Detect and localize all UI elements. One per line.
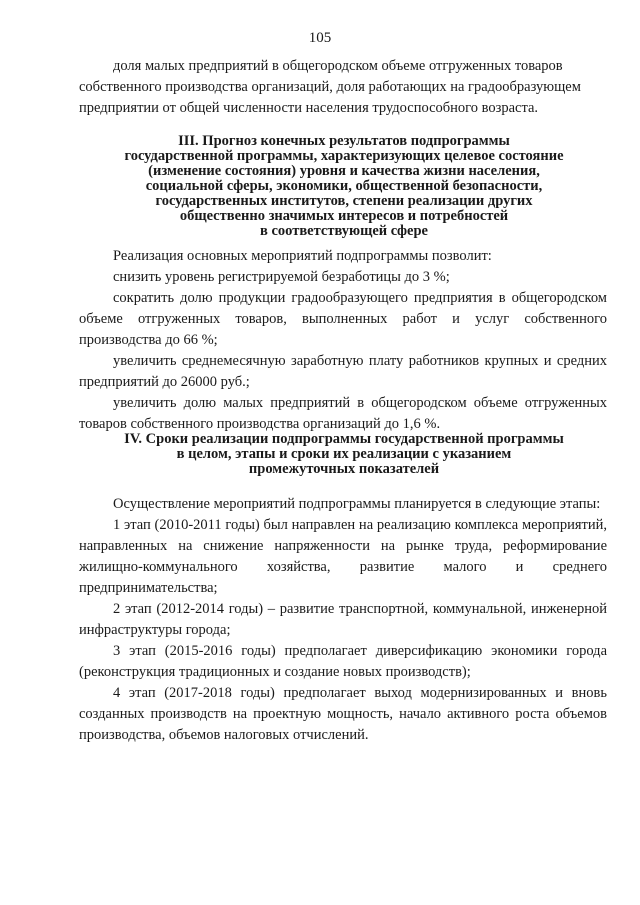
body-paragraph: сократить долю продукции градообразующего предприятия в общегородском объеме отгруженных товаров, выполненных работ и услуг собственного производства до 66 %; — [79, 290, 607, 348]
section-3-heading — [80, 134, 608, 239]
heading-line: IV. Сроки реализации подпрограммы государственной программы — [124, 431, 564, 447]
heading-line: в целом, этапы и сроки их реализации с указанием — [176, 446, 512, 462]
section-3-body — [79, 246, 607, 435]
heading-line: государственной программы, характеризующих целевое состояние — [124, 148, 564, 164]
body-paragraph: снизить уровень регистрируемой безработицы до 3 %; — [113, 269, 450, 285]
intro-line: предприятии от общей численности населения трудоспособного возраста. — [79, 100, 539, 116]
section-4-heading — [80, 432, 608, 477]
body-paragraph: 1 этап (2010-2011 годы) был направлен на реализацию комплекса мероприятий, направленных на снижение напряженности на рынке труда, реформирование жилищно-коммунального хозяйства, развитие малого и среднего предпринимательства; — [79, 517, 607, 596]
heading-line: в соответствующей сфере — [260, 223, 428, 239]
heading-line: социальной сферы, экономики, общественной безопасности, — [145, 178, 543, 194]
body-paragraph: увеличить долю малых предприятий в общегородском объеме отгруженных товаров собственного производства организаций до 1,6 %. — [79, 395, 607, 432]
heading-line: общественно значимых интересов и потребностей — [179, 208, 509, 224]
heading-line: (изменение состояния) уровня и качества жизни населения, — [148, 163, 540, 179]
heading-line: промежуточных показателей — [248, 461, 440, 477]
intro-paragraph — [79, 56, 607, 119]
body-paragraph: 2 этап (2012-2014 годы) – развитие транспортной, коммунальной, инженерной инфраструктуры города; — [79, 601, 607, 638]
body-paragraph: Реализация основных мероприятий подпрограммы позволит: — [113, 248, 492, 264]
heading-line: III. Прогноз конечных результатов подпрограммы — [178, 133, 510, 149]
body-paragraph: увеличить среднемесячную заработную плату работников крупных и средних предприятий до 26000 руб.; — [79, 353, 607, 390]
heading-line: государственных институтов, степени реализации других — [155, 193, 533, 209]
intro-line: собственного производства организаций, доля работающих на градообразующем — [79, 79, 581, 95]
section-4-body — [79, 494, 607, 746]
body-paragraph: Осуществление мероприятий подпрограммы планируется в следующие этапы: — [113, 496, 601, 512]
body-paragraph: 3 этап (2015-2016 годы) предполагает диверсификацию экономики города (реконструкция традиционных и создание новых производств); — [79, 643, 607, 680]
body-paragraph: 4 этап (2017-2018 годы) предполагает выход модернизированных и вновь созданных производств на проектную мощность, начало активного роста объемов производства, объемов налоговых отчислений. — [79, 685, 607, 743]
page-number: 105 — [308, 30, 332, 46]
intro-line: доля малых предприятий в общегородском объеме отгруженных товаров — [113, 58, 563, 74]
